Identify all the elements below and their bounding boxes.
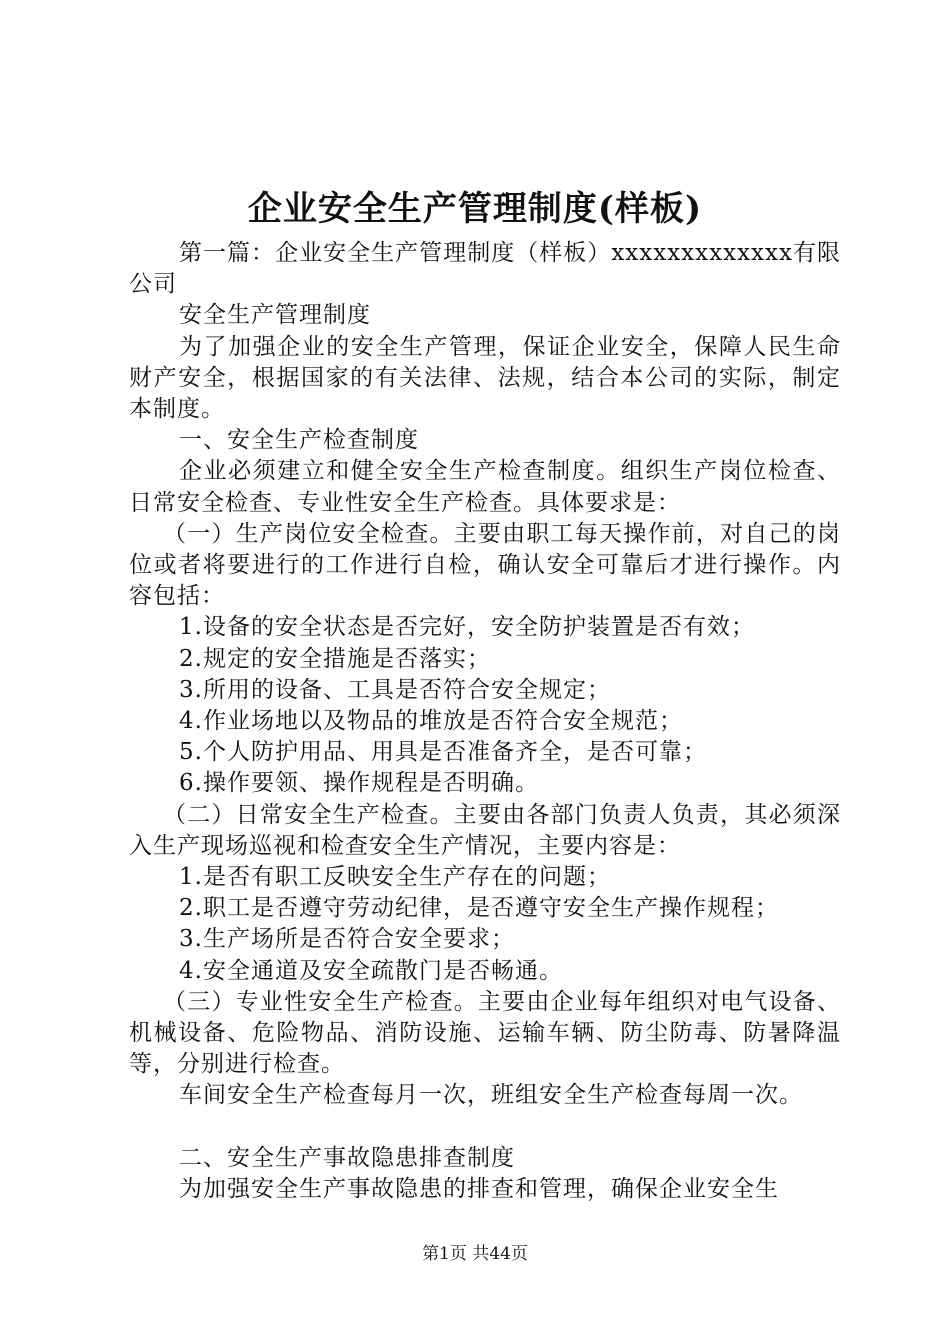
list-item: 4.安全通道及安全疏散门是否畅通。 <box>179 957 563 984</box>
section-heading-2: 二、安全生产事故隐患排查制度 <box>179 1144 515 1171</box>
paragraph-system-title: 安全生产管理制度 <box>179 302 371 329</box>
list-item: 6.操作要领、操作规程是否明确。 <box>179 770 539 797</box>
document-title: 企业安全生产管理制度(样板) <box>247 189 703 229</box>
list-item: 3.生产场所是否符合安全要求； <box>179 926 515 953</box>
list-item: 2.职工是否遵守劳动纪律，是否遵守安全生产操作规程； <box>179 895 779 922</box>
paragraph-intro-heading: 第一篇：企业安全生产管理制度（样板）xxxxxxxxxxxxx有限公司 <box>129 240 841 298</box>
paragraph-section-2-intro: 为加强安全生产事故隐患的排查和管理，确保企业安全生 <box>179 1176 779 1203</box>
subsection-1: （一）生产岗位安全检查。主要由职工每天操作前，对自己的岗位或者将要进行的工作进行自检，确认安全可靠后才进行操作。内容包括： <box>129 520 841 610</box>
page-footer: 第1页 共44页 <box>422 1244 528 1264</box>
paragraph-spacer <box>129 1112 841 1143</box>
list-item: 4.作业场地以及物品的堆放是否符合安全规范； <box>179 708 683 735</box>
list-item: 1.是否有职工反映安全生产存在的问题； <box>179 864 611 891</box>
paragraph-purpose: 为了加强企业的安全生产管理，保证企业安全，保障人民生命财产安全，根据国家的有关法律、法规，结合本公司的实际，制定本制度。 <box>129 333 841 423</box>
document-body <box>129 238 841 1205</box>
subsection-2: （二）日常安全生产检查。主要由各部门负责人负责，其必须深入生产现场巡视和检查安全生产情况，主要内容是： <box>129 801 841 859</box>
subsection-3: （三）专业性安全生产检查。主要由企业每年组织对电气设备、机械设备、危险物品、消防设施、运输车辆、防尘防毒、防暑降温等，分别进行检查。 <box>129 988 841 1078</box>
list-item: 2.规定的安全措施是否落实； <box>179 645 491 672</box>
list-item: 5.个人防护用品、用具是否准备齐全，是否可靠； <box>179 739 707 766</box>
section-heading-1: 一、安全生产检查制度 <box>179 427 419 454</box>
paragraph-section-1-intro: 企业必须建立和健全安全生产检查制度。组织生产岗位检查、日常安全检查、专业性安全生产检查。具体要求是： <box>129 458 841 516</box>
list-item: 1.设备的安全状态是否完好，安全防护装置是否有效； <box>179 614 755 641</box>
paragraph-inspection-frequency: 车间安全生产检查每月一次，班组安全生产检查每周一次。 <box>179 1082 803 1109</box>
list-item: 3.所用的设备、工具是否符合安全规定； <box>179 676 611 703</box>
